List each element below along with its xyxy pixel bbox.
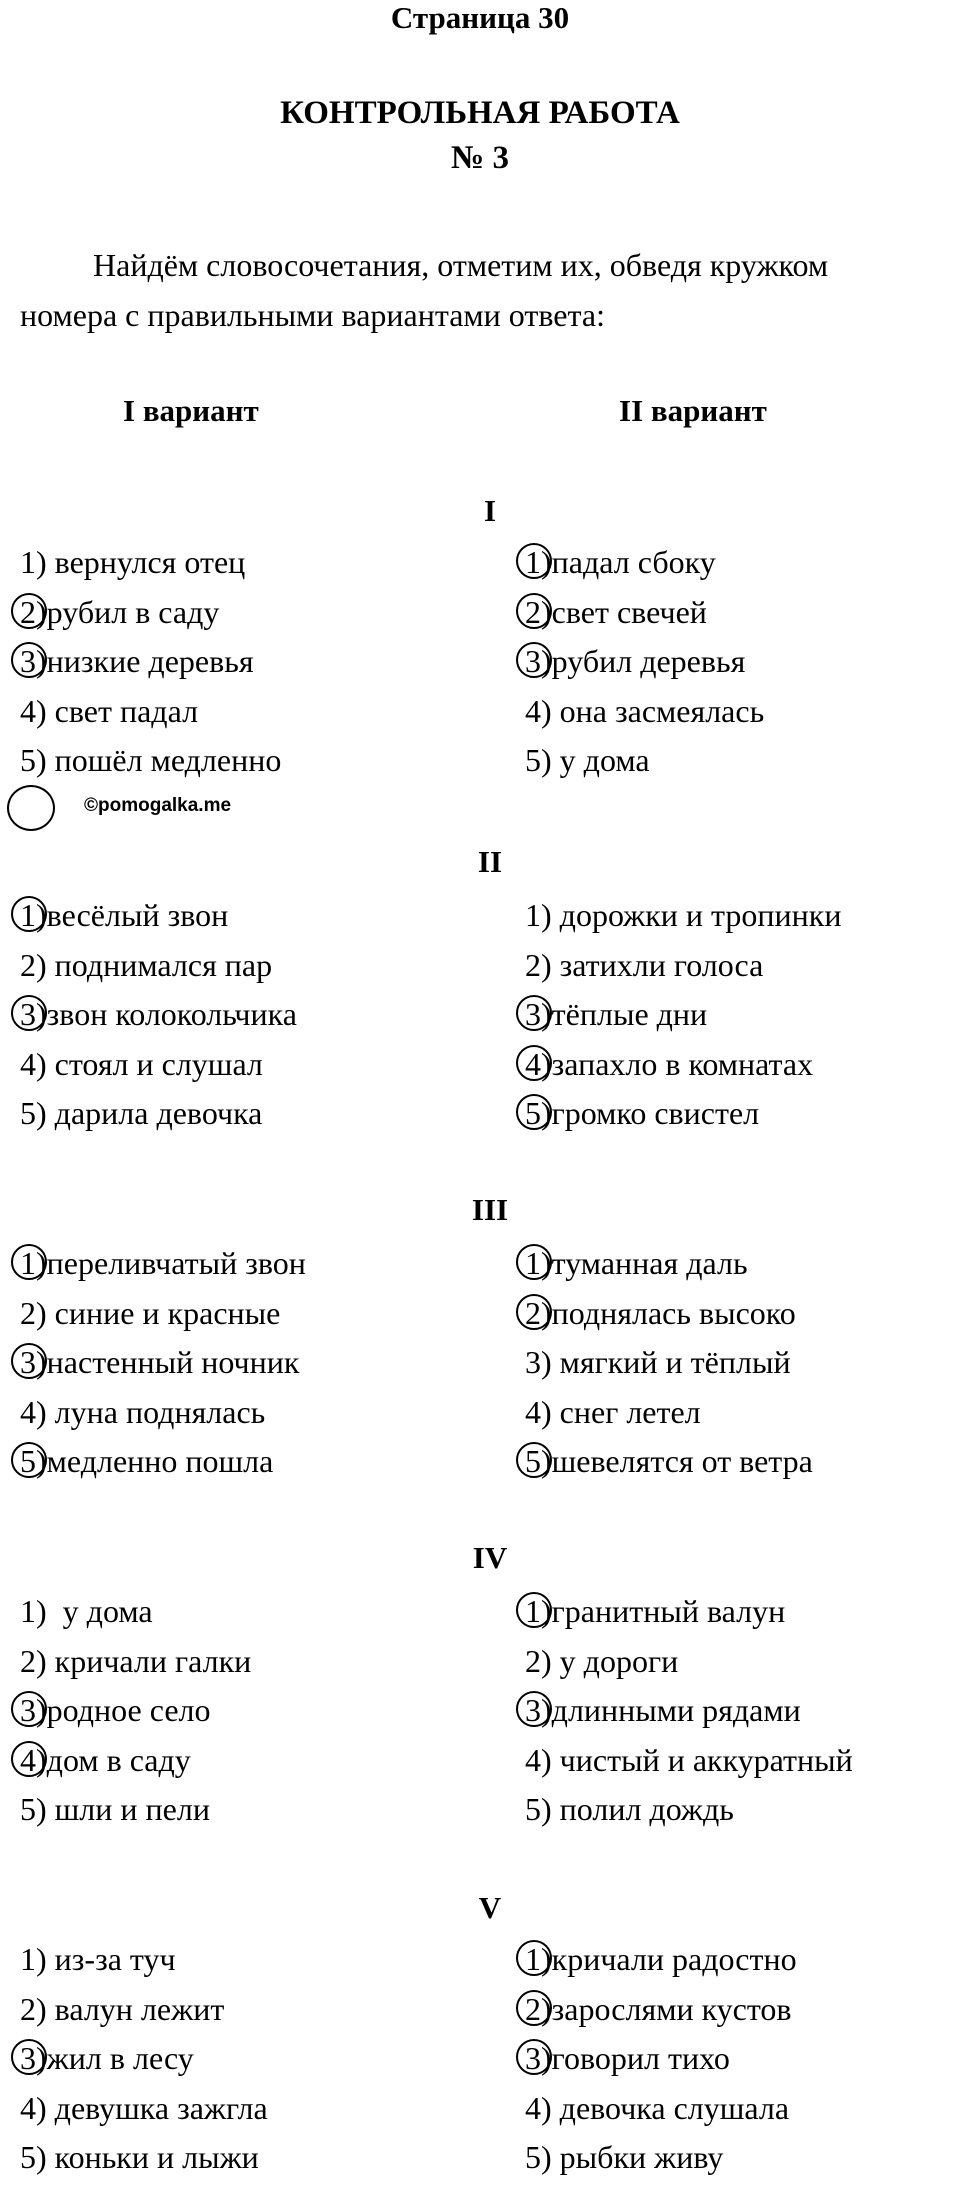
answer-number-text: 1)	[525, 1941, 552, 1977]
answer-item	[525, 735, 650, 785]
answer-number	[20, 989, 47, 1039]
answer-item	[525, 1238, 748, 1288]
answer-text: жил в лесу	[46, 2040, 194, 2076]
section-label: II	[477, 844, 503, 879]
answer-circle-mark	[11, 642, 47, 678]
answer-item	[20, 1337, 299, 1387]
answer-text: медленно пошла	[46, 1443, 274, 1479]
answer-item	[525, 2083, 789, 2133]
answer-number-text: 3)	[525, 1692, 552, 1728]
answer-text: дарила девочка	[46, 1095, 263, 1131]
answer-item	[20, 587, 219, 637]
answer-text: валун лежит	[46, 1991, 225, 2027]
answer-number-text: 5)	[20, 742, 47, 778]
answer-number	[525, 1436, 552, 1486]
answer-text: кричали радостно	[551, 1941, 797, 1977]
answer-number	[525, 989, 552, 1039]
answer-number	[525, 1934, 552, 1984]
answer-item	[20, 2033, 194, 2083]
instruction-line-1: Найдём словосочетания, отметим их, обведя кружком	[93, 247, 829, 283]
answer-text: снег летел	[551, 1394, 701, 1430]
answer-circle-mark	[516, 1990, 552, 2026]
answer-item	[20, 1436, 273, 1486]
answer-text: у дороги	[551, 1643, 679, 1679]
page-title: КОНТРОЛЬНАЯ РАБОТА	[280, 95, 680, 131]
answer-text: у дома	[551, 742, 650, 778]
answer-circle-mark	[516, 593, 552, 629]
answer-text: говорил тихо	[551, 2040, 730, 2076]
answer-item	[525, 1436, 813, 1486]
answer-number	[525, 2132, 552, 2182]
answer-number-text: 3)	[525, 2040, 552, 2076]
answer-item	[20, 1636, 251, 1686]
answer-item	[20, 735, 281, 785]
answer-text: гранитный валун	[551, 1593, 786, 1629]
answer-circle-mark	[516, 642, 552, 678]
answer-item	[20, 989, 297, 1039]
answer-number-text: 1)	[20, 544, 47, 580]
answer-text: переливчатый звон	[46, 1245, 306, 1281]
answer-item	[20, 940, 272, 990]
answer-text: девочка слушала	[551, 2090, 790, 2126]
answer-number-text: 1)	[20, 1593, 47, 1629]
answer-number-text: 5)	[525, 1443, 552, 1479]
answer-number-text: 1)	[525, 1245, 552, 1281]
answer-text: пошёл медленно	[46, 742, 282, 778]
answer-text: дорожки и тропинки	[551, 897, 842, 933]
answer-number	[20, 1288, 47, 1338]
answer-text: низкие деревья	[46, 643, 254, 679]
answer-text: поднимался пар	[46, 947, 273, 983]
answer-item	[20, 1984, 224, 2034]
answer-item	[20, 1238, 306, 1288]
answer-number	[20, 890, 47, 940]
answer-circle-mark	[516, 2039, 552, 2075]
answer-number-text: 2)	[20, 1643, 47, 1679]
answer-number	[525, 1387, 552, 1437]
answer-circle-mark	[516, 1244, 552, 1280]
answer-number-text: 2)	[20, 594, 47, 630]
answer-number	[20, 1238, 47, 1288]
answer-circle-mark	[11, 1691, 47, 1727]
answer-number	[20, 1039, 47, 1089]
answer-item	[525, 989, 707, 1039]
answer-text: шевелятся от ветра	[551, 1443, 813, 1479]
answer-circle-mark	[516, 1442, 552, 1478]
answer-item	[525, 1735, 853, 1785]
answer-item	[525, 1288, 796, 1338]
answer-circle-mark	[516, 1691, 552, 1727]
answer-text: рыбки живу	[551, 2139, 724, 2175]
answer-item	[525, 940, 763, 990]
answer-text: громко свистел	[551, 1095, 760, 1131]
answer-item	[20, 1784, 210, 1834]
answer-number-text: 5)	[20, 1443, 47, 1479]
answer-number-text: 5)	[525, 742, 552, 778]
answer-circle-mark	[516, 1592, 552, 1628]
answer-text: у дома	[46, 1593, 153, 1629]
answer-text: туманная даль	[551, 1245, 748, 1281]
answer-item	[20, 636, 254, 686]
answer-text: тёплые дни	[551, 996, 708, 1032]
answer-number	[20, 1436, 47, 1486]
answer-number	[525, 2083, 552, 2133]
answer-text: свет свечей	[551, 594, 707, 630]
answer-number	[525, 1288, 552, 1338]
answer-number-text: 3)	[20, 643, 47, 679]
page-number: Страница 30	[390, 0, 570, 35]
answer-number	[20, 1685, 47, 1735]
answer-number-text: 5)	[20, 1095, 47, 1131]
answer-number-text: 4)	[525, 1742, 552, 1778]
answer-number	[20, 1337, 47, 1387]
answer-number	[525, 636, 552, 686]
answer-number-text: 1)	[525, 1593, 552, 1629]
answer-number	[525, 1586, 552, 1636]
answer-number	[20, 2132, 47, 2182]
answer-number	[20, 1088, 47, 1138]
answer-number	[525, 1337, 552, 1387]
answer-text: стоял и слушал	[46, 1046, 263, 1082]
answer-number	[20, 940, 47, 990]
answer-text: рубил в саду	[46, 594, 220, 630]
answer-text: свет падал	[46, 693, 199, 729]
answer-item	[20, 2083, 268, 2133]
variant-2-heading: II вариант	[619, 393, 767, 428]
answer-item	[20, 1934, 176, 1984]
answer-circle-mark	[11, 1244, 47, 1280]
answer-text: звон колокольчика	[46, 996, 297, 1032]
answer-number-text: 5)	[525, 1791, 552, 1827]
answer-item	[20, 2132, 259, 2182]
answer-number	[525, 1636, 552, 1686]
answer-number	[20, 1387, 47, 1437]
answer-item	[525, 587, 707, 637]
variant-1-heading: I вариант	[123, 393, 259, 428]
answer-item	[525, 1039, 813, 1089]
answer-number-text: 5)	[20, 1791, 47, 1827]
answer-number-text: 2)	[20, 947, 47, 983]
answer-number-text: 1)	[20, 897, 47, 933]
answer-number	[525, 940, 552, 990]
section-label: I	[483, 493, 497, 528]
answer-number	[525, 587, 552, 637]
answer-item	[20, 1088, 262, 1138]
answer-text: родное село	[46, 1692, 211, 1728]
answer-circle-mark	[11, 593, 47, 629]
answer-number	[525, 890, 552, 940]
answer-number	[525, 2033, 552, 2083]
answer-number	[20, 1934, 47, 1984]
answer-item	[525, 537, 716, 587]
answer-number-text: 2)	[525, 1295, 552, 1331]
answer-number-text: 4)	[525, 1394, 552, 1430]
answer-number	[20, 686, 47, 736]
answer-number	[20, 2033, 47, 2083]
answer-text: длинными рядами	[551, 1692, 801, 1728]
answer-text: мягкий и тёплый	[551, 1344, 791, 1380]
answer-number-text: 4)	[20, 2090, 47, 2126]
answer-number	[20, 1636, 47, 1686]
answer-text: настенный ночник	[46, 1344, 300, 1380]
answer-number-text: 4)	[525, 2090, 552, 2126]
answer-number	[20, 1984, 47, 2034]
answer-item	[20, 1387, 265, 1437]
answer-item	[20, 537, 245, 587]
answer-text: вернулся отец	[46, 544, 246, 580]
answer-item	[525, 1984, 792, 2034]
answer-item	[20, 1586, 153, 1636]
answer-item	[20, 1735, 191, 1785]
answer-item	[525, 1088, 759, 1138]
answer-item	[525, 1586, 785, 1636]
answer-text: луна поднялась	[46, 1394, 266, 1430]
answer-number	[525, 735, 552, 785]
answer-text: из-за туч	[46, 1941, 176, 1977]
answer-number	[20, 1784, 47, 1834]
empty-circle-mark	[7, 785, 55, 831]
answer-number-text: 3)	[20, 2040, 47, 2076]
answer-item	[525, 636, 745, 686]
section-label: III	[471, 1192, 509, 1227]
answer-number-text: 2)	[525, 594, 552, 630]
answer-item	[525, 1784, 734, 1834]
answer-number-text: 2)	[20, 1295, 47, 1331]
answer-number-text: 3)	[525, 643, 552, 679]
answer-item	[20, 686, 198, 736]
answer-number-text: 5)	[20, 2139, 47, 2175]
answer-circle-mark	[11, 1741, 47, 1777]
section-label: IV	[472, 1540, 508, 1575]
answer-circle-mark	[516, 1094, 552, 1130]
answer-text: синие и красные	[46, 1295, 281, 1331]
answer-item	[525, 1934, 797, 1984]
answer-number-text: 4)	[20, 1742, 47, 1778]
answer-item	[20, 1685, 211, 1735]
answer-item	[525, 2132, 723, 2182]
watermark: ©pomogalka.me	[84, 795, 232, 816]
instruction-line-2: номера с правильными вариантами ответа:	[20, 297, 605, 333]
answer-number-text: 4)	[525, 693, 552, 729]
answer-number-text: 5)	[525, 1095, 552, 1131]
answer-text: она засмеялась	[551, 693, 765, 729]
answer-text: дом в саду	[46, 1742, 191, 1778]
answer-number-text: 3)	[525, 1344, 552, 1380]
answer-circle-mark	[11, 2039, 47, 2075]
answer-number	[525, 1088, 552, 1138]
answer-number-text: 2)	[525, 947, 552, 983]
answer-number-text: 1)	[20, 1245, 47, 1281]
answer-item	[525, 1337, 791, 1387]
answer-number	[20, 1735, 47, 1785]
answer-item	[525, 686, 764, 736]
answer-number-text: 4)	[20, 1394, 47, 1430]
answer-text: чистый и аккуратный	[551, 1742, 853, 1778]
answer-number	[525, 1039, 552, 1089]
answer-number-text: 2)	[525, 1643, 552, 1679]
answer-text: коньки и лыжи	[46, 2139, 259, 2175]
answer-item	[525, 890, 841, 940]
answer-number	[525, 537, 552, 587]
answer-circle-mark	[516, 543, 552, 579]
answer-number	[525, 1238, 552, 1288]
answer-text: зарослями кустов	[551, 1991, 792, 2027]
answer-item	[525, 2033, 730, 2083]
answer-circle-mark	[11, 896, 47, 932]
answer-item	[20, 890, 228, 940]
answer-item	[20, 1288, 280, 1338]
answer-text: полил дождь	[551, 1791, 734, 1827]
answer-circle-mark	[516, 995, 552, 1031]
answer-circle-mark	[516, 1294, 552, 1330]
answer-number-text: 4)	[525, 1046, 552, 1082]
answer-item	[525, 1636, 678, 1686]
answer-item	[20, 1039, 263, 1089]
answer-number-text: 4)	[20, 693, 47, 729]
answer-number	[525, 686, 552, 736]
answer-number	[20, 735, 47, 785]
answer-text: весёлый звон	[46, 897, 229, 933]
answer-number-text: 3)	[20, 1692, 47, 1728]
answer-number-text: 2)	[525, 1991, 552, 2027]
answer-number-text: 3)	[20, 1344, 47, 1380]
answer-text: затихли голоса	[551, 947, 764, 983]
answer-circle-mark	[11, 1343, 47, 1379]
answer-number	[525, 1735, 552, 1785]
answer-circle-mark	[11, 1442, 47, 1478]
answer-number	[525, 1784, 552, 1834]
answer-number	[20, 537, 47, 587]
answer-text: запахло в комнатах	[551, 1046, 814, 1082]
answer-number	[20, 2083, 47, 2133]
answer-number	[525, 1685, 552, 1735]
answer-text: рубил деревья	[551, 643, 746, 679]
page-subtitle: № 3	[451, 140, 509, 176]
answer-text: поднялась высоко	[551, 1295, 796, 1331]
answer-number-text: 5)	[525, 2139, 552, 2175]
answer-item	[525, 1685, 801, 1735]
answer-number-text: 3)	[525, 996, 552, 1032]
answer-number	[20, 587, 47, 637]
answer-circle-mark	[11, 995, 47, 1031]
answer-circle-mark	[516, 1045, 552, 1081]
answer-text: шли и пели	[46, 1791, 210, 1827]
answer-number-text: 1)	[20, 1941, 47, 1977]
section-label: V	[478, 1890, 502, 1925]
answer-number	[525, 1984, 552, 2034]
answer-text: падал сбоку	[551, 544, 716, 580]
answer-number	[20, 636, 47, 686]
answer-number-text: 1)	[525, 897, 552, 933]
answer-number-text: 3)	[20, 996, 47, 1032]
answer-text: кричали галки	[46, 1643, 252, 1679]
answer-number-text: 4)	[20, 1046, 47, 1082]
answer-number-text: 1)	[525, 544, 552, 580]
answer-number-text: 2)	[20, 1991, 47, 2027]
answer-circle-mark	[516, 1940, 552, 1976]
answer-number	[20, 1586, 47, 1636]
answer-item	[525, 1387, 701, 1437]
answer-text: девушка зажгла	[46, 2090, 268, 2126]
